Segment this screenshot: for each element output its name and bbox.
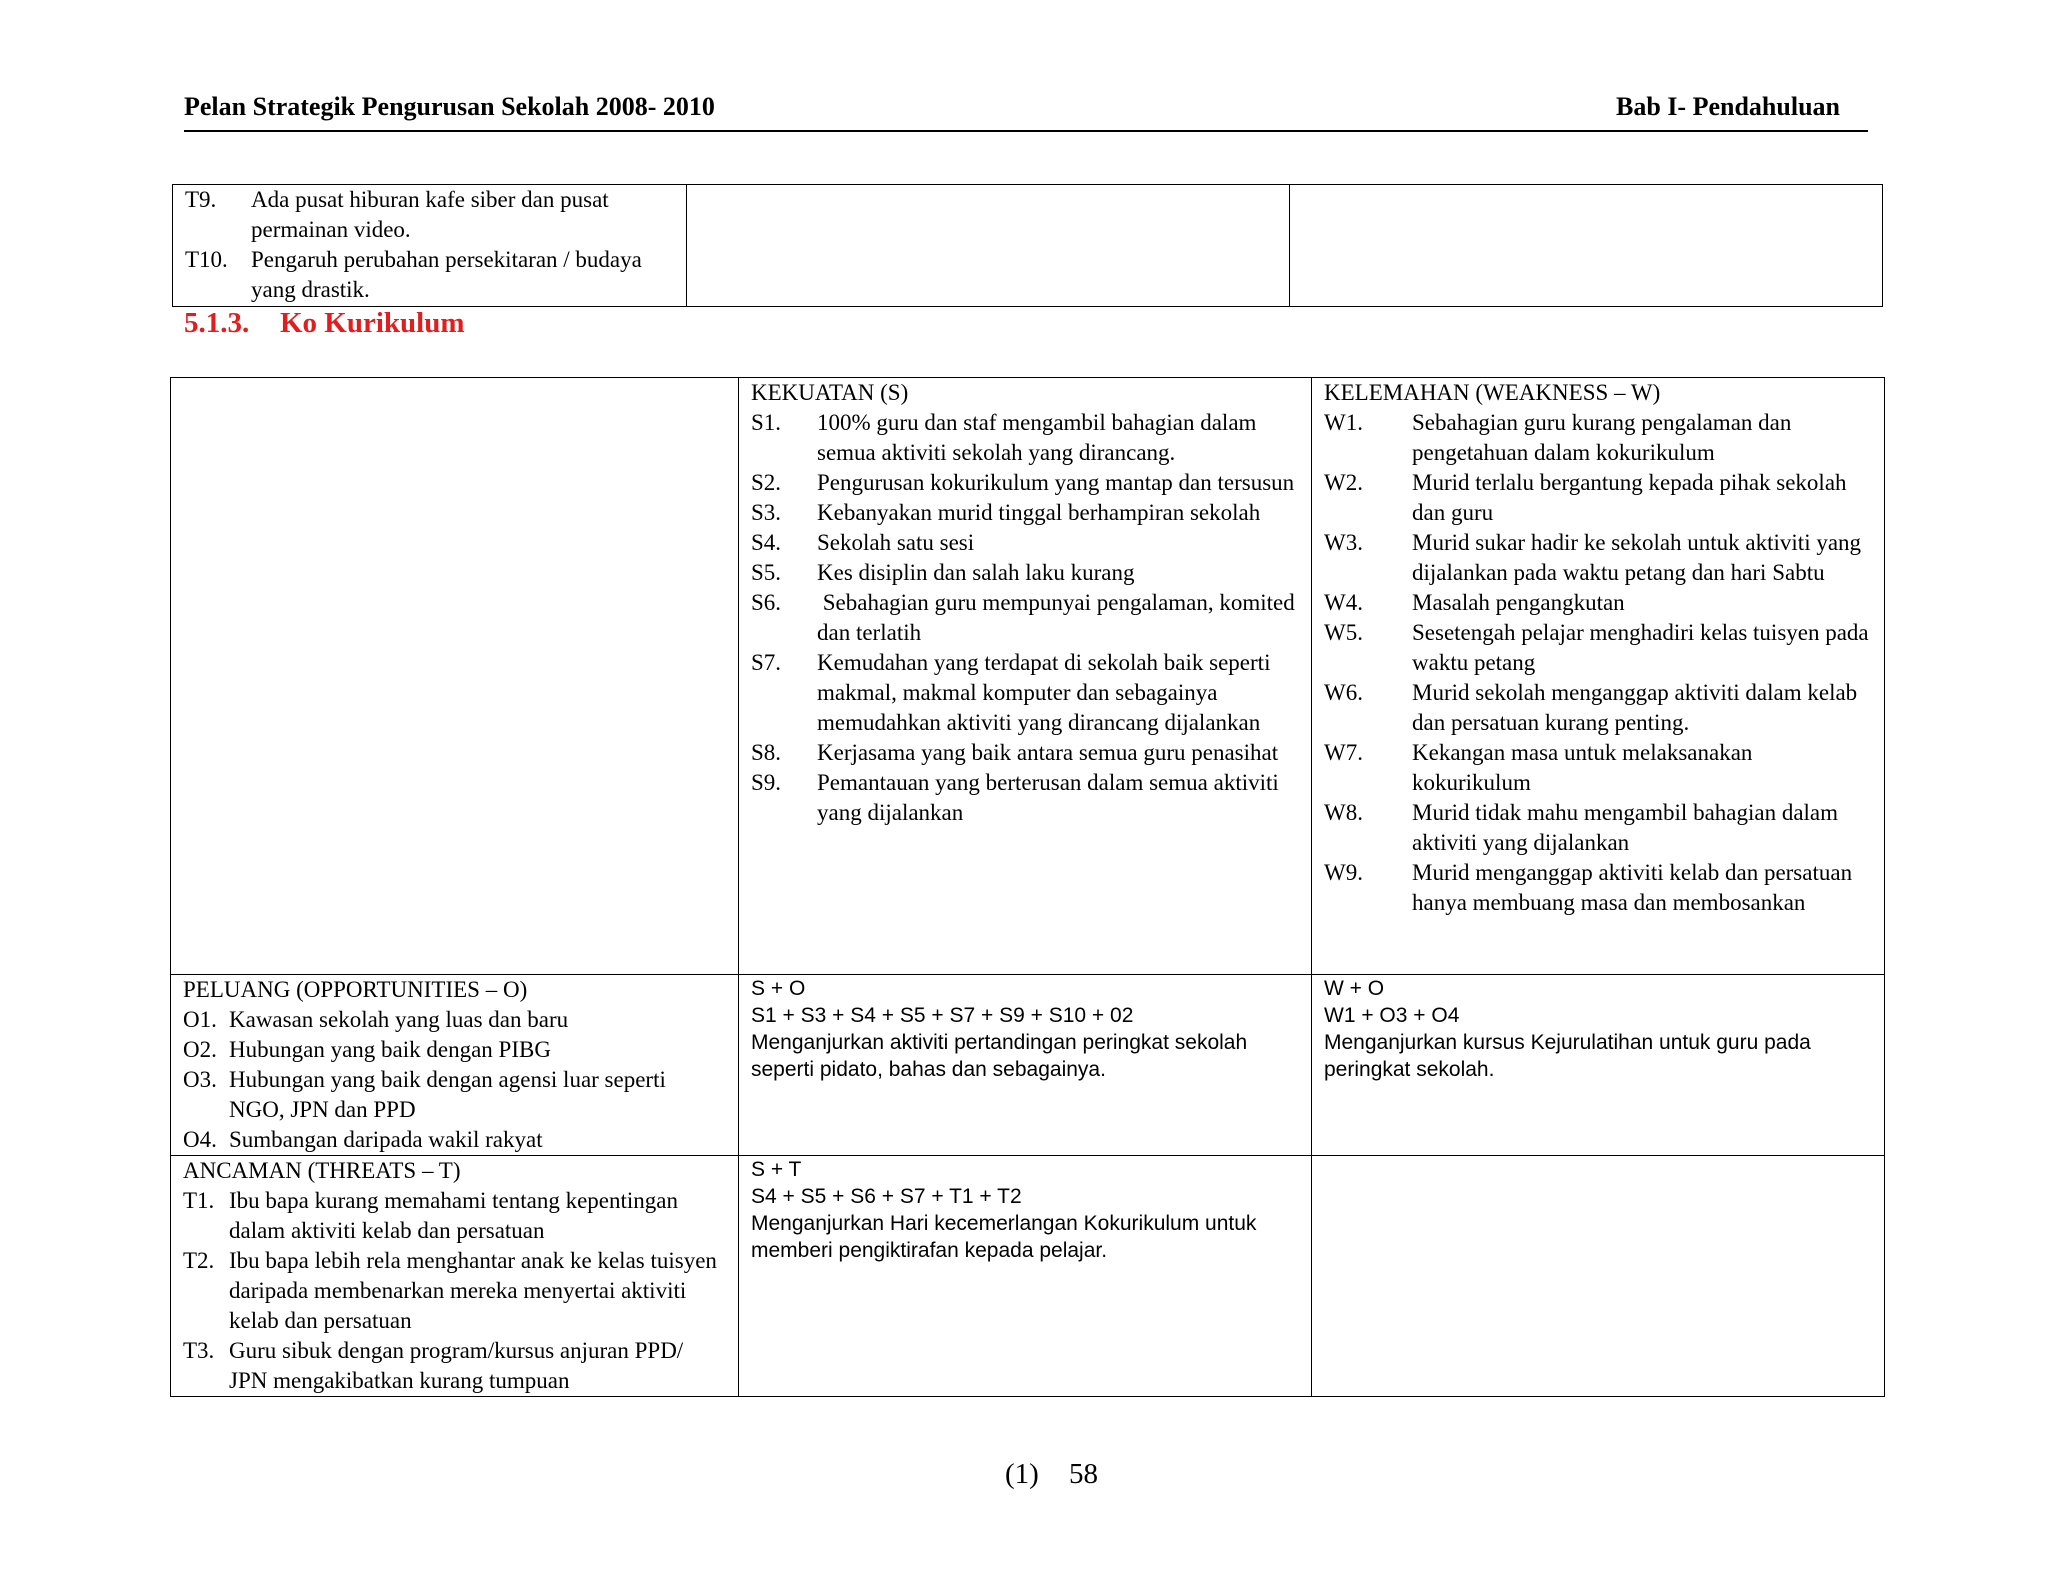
chapter-title: Bab I- Pendahuluan (1616, 92, 1840, 121)
threats-continuation-table (172, 184, 1883, 307)
list-item: O2. Hubungan yang baik dengan PIBG (183, 1037, 551, 1062)
empty-cell (1290, 185, 1883, 307)
list-item: S1. 100% guru dan staf mengambil bahagian dalam semua aktiviti sekolah yang dirancang. (751, 410, 1257, 465)
list-item: S4. Sekolah satu sesi (751, 530, 975, 555)
list-item: S3. Kebanyakan murid tinggal berhampiran sekolah (751, 500, 1261, 525)
list-item: T2. Ibu bapa lebih rela menghantar anak ke kelas tuisyen daripada membenarkan mereka menyertai aktiviti kelab dan persatuan (183, 1248, 717, 1333)
so-strategy-cell (739, 975, 1312, 1156)
list-item: O1. Kawasan sekolah yang luas dan baru (183, 1007, 569, 1032)
empty-cell (1312, 1156, 1885, 1397)
list-item: T9. Ada pusat hiburan kafe siber dan pusat permainan video. (185, 187, 609, 242)
list-item: W6. Murid sekolah menganggap aktiviti dalam kelab dan persatuan kurang penting. (1324, 680, 1858, 735)
threats-cell (171, 1156, 739, 1397)
list-item: W2. Murid terlalu bergantung kepada pihak sekolah dan guru (1324, 470, 1847, 525)
list-item: S8. Kerjasama yang baik antara semua guru penasihat (751, 740, 1279, 765)
wo-strategy-text: Menganjurkan kursus Kejurulatihan untuk guru pada peringkat sekolah. (1324, 1031, 1811, 1081)
section-title: Ko Kurikulum (280, 307, 465, 339)
st-strategy-text: Menganjurkan Hari kecemerlangan Kokurikulum untuk memberi pengiktirafan kepada pelajar. (751, 1212, 1257, 1262)
list-item: T3. Guru sibuk dengan program/kursus anjuran PPD/ JPN mengakibatkan kurang tumpuan (183, 1338, 684, 1393)
wo-strategy-cell (1312, 975, 1885, 1156)
list-item: S6. Sebahagian guru mempunyai pengalaman, komited dan terlatih (751, 590, 1301, 645)
section-heading (184, 307, 465, 340)
so-heading: S + O (751, 977, 806, 1000)
weaknesses-cell (1312, 378, 1885, 975)
weaknesses-heading: KELEMAHAN (WEAKNESS – W) (1324, 380, 1661, 405)
list-item: O3. Hubungan yang baik dengan agensi luar seperti NGO, JPN dan PPD (183, 1067, 666, 1122)
strengths-heading: KEKUATAN (S) (751, 380, 909, 405)
swot-table (170, 377, 1885, 1397)
list-item: W9. Murid menganggap aktiviti kelab dan persatuan hanya membuang masa dan membosankan (1324, 860, 1853, 915)
list-item: W7. Kekangan masa untuk melaksanakan kokurikulum (1324, 740, 1753, 795)
so-formula: S1 + S3 + S4 + S5 + S7 + S9 + S10 + 02 (751, 1004, 1134, 1027)
list-item: S5. Kes disiplin dan salah laku kurang (751, 560, 1135, 585)
list-item: W3. Murid sukar hadir ke sekolah untuk aktiviti yang dijalankan pada waktu petang dan hari Sabtu (1324, 530, 1862, 585)
list-item: W1. Sebahagian guru kurang pengalaman dan pengetahuan dalam kokurikulum (1324, 410, 1792, 465)
list-item: W8. Murid tidak mahu mengambil bahagian dalam aktiviti yang dijalankan (1324, 800, 1839, 855)
strengths-cell (739, 378, 1312, 975)
list-item: T1. Ibu bapa kurang memahami tentang kepentingan dalam aktiviti kelab dan persatuan (183, 1188, 678, 1243)
page-footer (1005, 1458, 1098, 1491)
section-number: 5.1.3. (184, 307, 250, 339)
wo-formula: W1 + O3 + O4 (1324, 1004, 1460, 1027)
st-heading: S + T (751, 1158, 802, 1181)
page-number: 58 (1069, 1458, 1098, 1490)
document-title: Pelan Strategik Pengurusan Sekolah 2008- 2010 (184, 92, 715, 121)
list-item: S2. Pengurusan kokurikulum yang mantap dan tersusun (751, 470, 1295, 495)
list-item: W4. Masalah pengangkutan (1324, 590, 1625, 615)
list-item: W5. Sesetengah pelajar menghadiri kelas tuisyen pada waktu petang (1324, 620, 1869, 675)
st-formula: S4 + S5 + S6 + S7 + T1 + T2 (751, 1185, 1022, 1208)
list-item: O4. Sumbangan daripada wakil rakyat (183, 1127, 543, 1152)
so-strategy-text: Menganjurkan aktiviti pertandingan peringkat sekolah seperti pidato, bahas dan sebagainya. (751, 1031, 1248, 1081)
wo-heading: W + O (1324, 977, 1385, 1000)
opportunities-cell (171, 975, 739, 1156)
list-item: S9. Pemantauan yang berterusan dalam semua aktiviti yang dijalankan (751, 770, 1279, 825)
threats-continuation-cell (173, 185, 687, 307)
section-marker: (1) (1005, 1458, 1039, 1490)
empty-corner-cell (171, 378, 739, 975)
page-header (184, 90, 1868, 132)
list-item: T10. Pengaruh perubahan persekitaran / budaya yang drastik. (185, 247, 642, 302)
list-item: S7. Kemudahan yang terdapat di sekolah baik seperti makmal, makmal komputer dan sebagainya memudahkan aktiviti yang dirancang dijalankan (751, 650, 1271, 735)
threats-heading: ANCAMAN (THREATS – T) (183, 1158, 461, 1183)
opportunities-heading: PELUANG (OPPORTUNITIES – O) (183, 977, 528, 1002)
empty-cell (687, 185, 1290, 307)
st-strategy-cell (739, 1156, 1312, 1397)
